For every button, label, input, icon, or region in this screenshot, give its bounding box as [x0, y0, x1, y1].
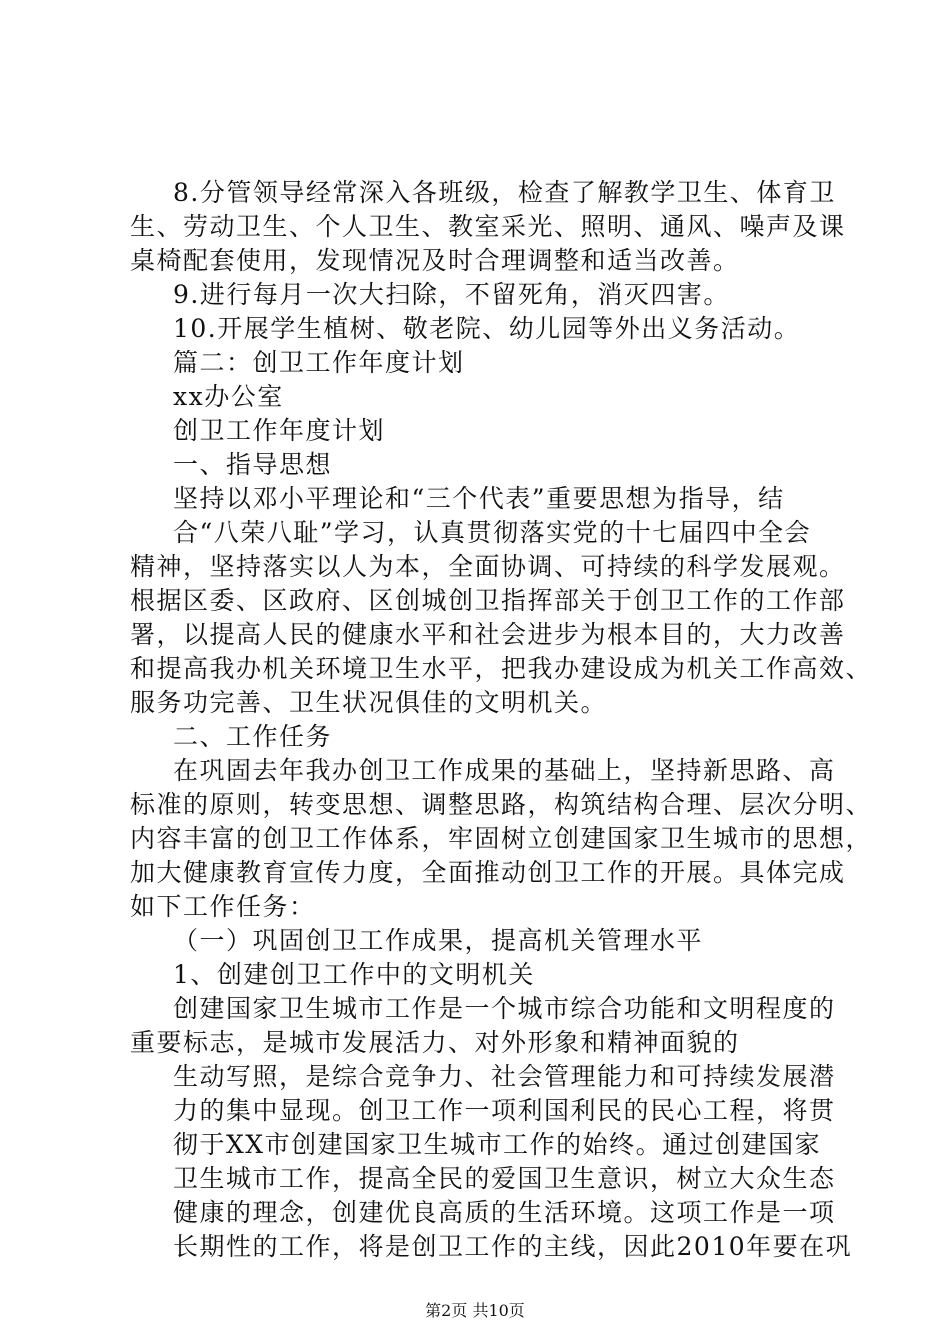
- paragraph-line: 8.分管领导经常深入各班级，检查了解教学卫生、体育卫: [173, 178, 836, 207]
- paragraph-line: 在巩固去年我办创卫工作成果的基础上，坚持新思路、高: [173, 756, 836, 785]
- paragraph-line: 力的集中显现。创卫工作一项利国利民的民心工程，将贯: [173, 1096, 836, 1125]
- paragraph-line: 长期性的工作，将是创卫工作的主线，因此2010年要在巩: [173, 1232, 853, 1261]
- paragraph-line: 创建国家卫生城市工作是一个城市综合功能和文明程度的: [173, 994, 836, 1023]
- paragraph-line: 生动写照，是综合竞争力、社会管理能力和可持续发展潜: [173, 1062, 836, 1091]
- paragraph-line: 重要标志，是城市发展活力、对外形象和精神面貌的: [130, 1028, 740, 1057]
- plan-title: 创卫工作年度计划: [173, 416, 386, 445]
- paragraph-line: 署，以提高人民的健康水平和社会进步为根本目的，大力改善: [130, 620, 846, 649]
- office-name: xx办公室: [173, 382, 284, 411]
- paragraph-line: 10.开展学生植树、敬老院、幼儿园等外出义务活动。: [173, 314, 801, 343]
- paragraph-line: 和提高我办机关环境卫生水平，把我办建设成为机关工作高效、: [130, 654, 873, 683]
- section-heading: 篇二：创卫工作年度计划: [173, 348, 465, 377]
- paragraph-line: 服务功完善、卫生状况俱佳的文明机关。: [130, 688, 608, 717]
- paragraph-line: 坚持以邓小平理论和“三个代表”重要思想为指导，结: [173, 484, 785, 513]
- paragraph-line: 加大健康教育宣传力度，全面推动创卫工作的开展。具体完成: [130, 858, 846, 887]
- paragraph-line: 根据区委、区政府、区创城创卫指挥部关于创卫工作的工作部: [130, 586, 846, 615]
- paragraph-line: 9.进行每月一次大扫除，不留死角，消灭四害。: [173, 280, 730, 309]
- section-heading: 二、工作任务: [173, 722, 333, 751]
- paragraph-line: 健康的理念，创建优良高质的生活环境。这项工作是一项: [173, 1198, 836, 1227]
- paragraph-line: 标准的原则，转变思想、调整思路，构筑结构合理、层次分明、: [130, 790, 873, 819]
- paragraph-line: 桌椅配套使用，发现情况及时合理调整和适当改善。: [130, 246, 740, 275]
- subsection-heading: （一）巩固创卫工作成果，提高机关管理水平: [173, 926, 704, 955]
- paragraph-line: 彻于XX市创建国家卫生城市工作的始终。通过创建国家: [173, 1130, 822, 1159]
- paragraph-line: 卫生城市工作，提高全民的爱国卫生意识，树立大众生态: [173, 1164, 836, 1193]
- paragraph-line: 合“八荣八耻”学习，认真贯彻落实党的十七届四中全会: [173, 518, 812, 547]
- paragraph-line: 生、劳动卫生、个人卫生、教室采光、照明、通风、噪声及课: [130, 212, 846, 241]
- subsection-heading: 1、创建创卫工作中的文明机关: [173, 960, 535, 989]
- section-heading: 一、指导思想: [173, 450, 333, 479]
- page-number-footer: 第2页 共10页: [425, 1301, 525, 1320]
- paragraph-line: 内容丰富的创卫工作体系，牢固树立创建国家卫生城市的思想，: [130, 824, 873, 853]
- paragraph-line: 精神，坚持落实以人为本，全面协调、可持续的科学发展观。: [130, 552, 846, 581]
- paragraph-line: 如下工作任务：: [130, 892, 316, 921]
